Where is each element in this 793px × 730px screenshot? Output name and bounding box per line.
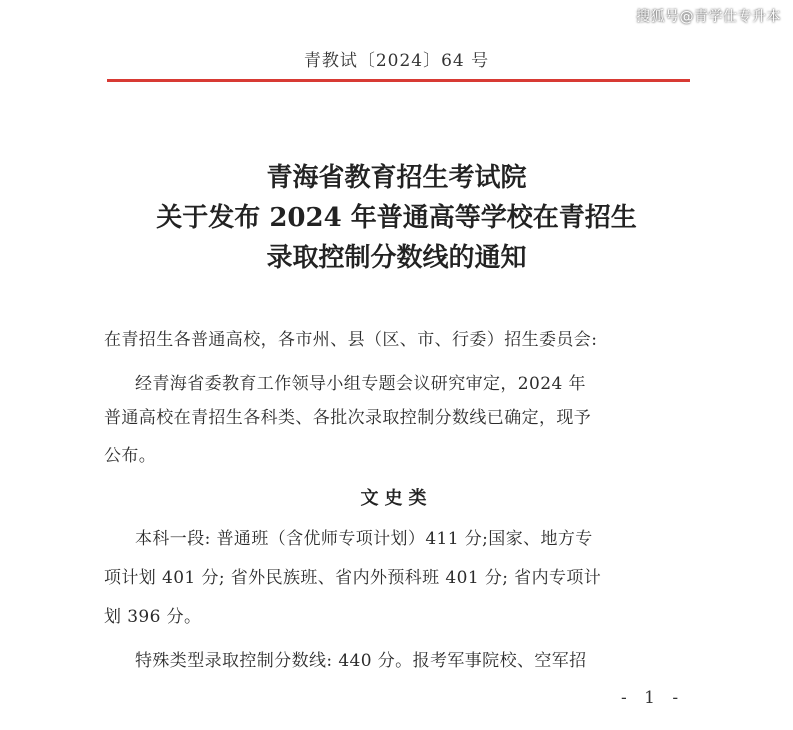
section-heading-liberal-arts: 文史类 — [360, 488, 433, 509]
paragraph-2-line-3: 划 396 分。 — [104, 607, 202, 627]
title-line-2: 关于发布 2024 年普通高等学校在青招生 — [156, 203, 637, 233]
paragraph-2-line-1: 本科一段: 普通班（含优师专项计划）411 分;国家、地方专 — [135, 529, 593, 549]
watermark-text: 搜狐号@青学仕专升本 — [636, 9, 781, 25]
title-line-1: 青海省教育招生考试院 — [266, 163, 527, 193]
paragraph-2-line-2: 项计划 401 分; 省外民族班、省内外预科班 401 分; 省内专项计 — [104, 568, 602, 588]
document-title — [0, 158, 793, 278]
paragraph-3-line-1: 特殊类型录取控制分数线: 440 分。报考军事院校、空军招 — [135, 651, 587, 671]
document-number: 青教试〔2024〕64 号 — [303, 51, 490, 71]
page-number: - 1 - — [621, 688, 685, 708]
paragraph-1-line-2: 普通高校在青招生各科类、各批次录取控制分数线已确定，现予 — [104, 408, 592, 428]
paragraph-1-line-3: 公布。 — [104, 446, 157, 466]
paragraph-1-line-1: 经青海省委教育工作领导小组专题会议研究审定，2024 年 — [135, 374, 586, 394]
addressee-line: 在青招生各普通高校，各市州、县（区、市、行委）招生委员会: — [104, 330, 598, 350]
red-header-rule — [107, 79, 690, 82]
title-line-3: 录取控制分数线的通知 — [266, 243, 527, 273]
